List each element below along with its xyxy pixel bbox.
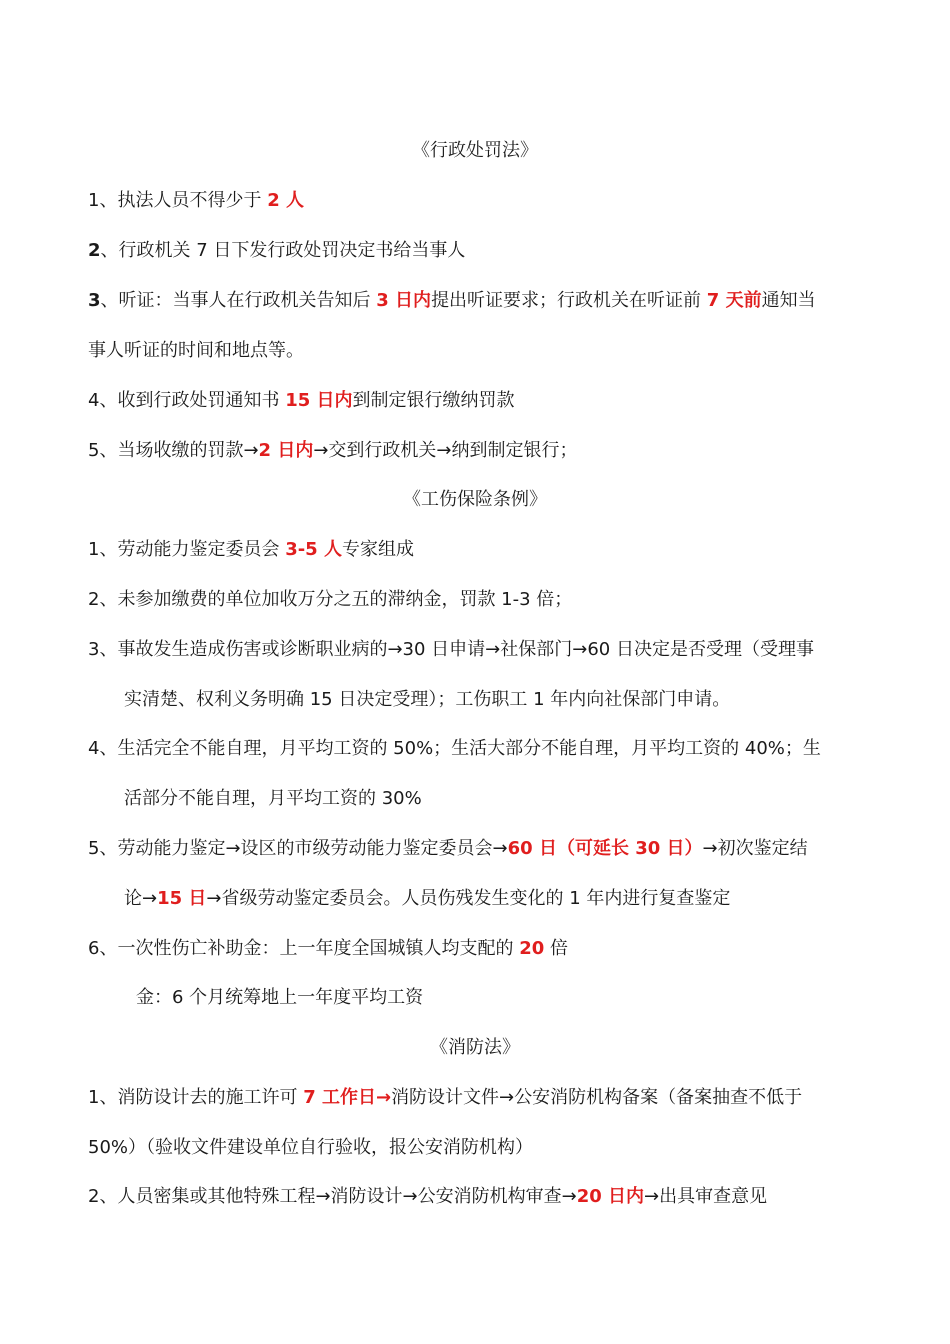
list-item-continuation: 事人听证的时间和地点等。 [88,340,304,361]
highlight-text: 15 日内 [285,390,353,411]
list-item [88,1083,866,1113]
section-title-work-injury-regulations: 《工伤保险条例》 [403,489,547,510]
item-number: 3 [88,290,101,311]
item-text: 、听证：当事人在行政机关告知后 [100,290,377,311]
item-number: 4 [88,390,100,411]
list-item [88,386,866,416]
list-item [88,934,866,964]
item-text: 到制定银行缴纳罚款 [352,390,515,411]
list-item-continuation: 活部分不能自理，月平均工资的 30% [124,788,422,809]
list-item-continuation [124,884,866,914]
highlight-text: 15 日 [157,888,207,909]
highlight-text: 3-5 人 [285,539,342,560]
item-number: 4 [88,738,100,759]
item-number: 2 [88,1186,100,1207]
item-number: 3 [88,639,100,660]
list-item-continuation: 50%）（验收文件建设单位自行验收，报公安消防机构） [88,1137,534,1158]
item-number: 1 [88,1087,100,1108]
list-item [88,635,866,665]
item-number: 5 [88,440,100,461]
item-text: 、消防设计去的施工许可 [99,1087,304,1108]
item-text: 、行政机关 7 日下发行政处罚决定书给当事人 [100,240,466,261]
item-number: 2 [88,240,101,261]
highlight-text: 60 日（可延长 30 日） [507,838,703,859]
item-text: 提出听证要求；行政机关在听证前 [431,290,707,311]
list-item-continuation: 金：6 个月统筹地上一年度平均工资 [136,987,424,1008]
item-text: 、生活完全不能自理，月平均工资的 50%；生活大部分不能自理，月平均工资的 40%；生 [99,738,821,759]
highlight-text: 2 日内 [258,440,314,461]
item-text: 、执法人员不得少于 [99,190,268,211]
highlight-text: 20 日内 [576,1186,645,1207]
highlight-text: 2 人 [267,190,304,211]
list-item [88,834,866,864]
list-item [88,236,866,266]
section-title-admin-penalty-law: 《行政处罚法》 [412,140,538,161]
highlight-text: 7 工作日→ [303,1087,392,1108]
item-number: 1 [88,539,100,560]
list-item [88,734,866,764]
item-text: 倍 [544,938,568,959]
highlight-text: 3 日内 [376,290,432,311]
item-text: 、劳动能力鉴定→设区的市级劳动能力鉴定委员会→ [99,838,508,859]
item-text: 、当场收缴的罚款→ [99,440,259,461]
item-text: →出具审查意见 [644,1186,768,1207]
item-text: 论→ [124,888,158,909]
list-item [88,286,866,316]
item-number: 5 [88,838,100,859]
highlight-text: 20 [519,938,545,959]
item-text: 、人员密集或其他特殊工程→消防设计→公安消防机构审查→ [99,1186,577,1207]
item-text: →交到行政机关→纳到制定银行； [313,440,578,461]
list-item [88,1182,866,1212]
item-text: →初次鉴定结 [702,838,808,859]
item-number: 6 [88,938,100,959]
item-text: 、未参加缴费的单位加收万分之五的滞纳金，罚款 1-3 倍； [99,589,573,610]
item-text: 、事故发生造成伤害或诊断职业病的→30 日申请→社保部门→60 日决定是否受理（受理事 [99,639,814,660]
item-text: 、劳动能力鉴定委员会 [99,539,286,560]
list-item [88,535,866,565]
list-item [88,186,866,216]
list-item [88,585,866,615]
item-number: 2 [88,589,100,610]
highlight-text: 7 天前 [706,290,762,311]
item-text: 通知当 [761,290,816,311]
list-item-continuation: 实清楚、权利义务明确 15 日决定受理）；工伤职工 1 年内向社保部门申请。 [124,689,731,710]
item-text: →省级劳动鉴定委员会。人员伤残发生变化的 1 年内进行复查鉴定 [206,888,731,909]
item-text: 、收到行政处罚通知书 [99,390,286,411]
item-text: 专家组成 [341,539,414,560]
item-text: 、一次性伤亡补助金：上一年度全国城镇人均支配的 [99,938,520,959]
section-title-fire-protection-law: 《消防法》 [430,1037,520,1058]
list-item [88,436,866,466]
item-text: 消防设计文件→公安消防机构备案（备案抽查不低于 [391,1087,803,1108]
item-number: 1 [88,190,100,211]
